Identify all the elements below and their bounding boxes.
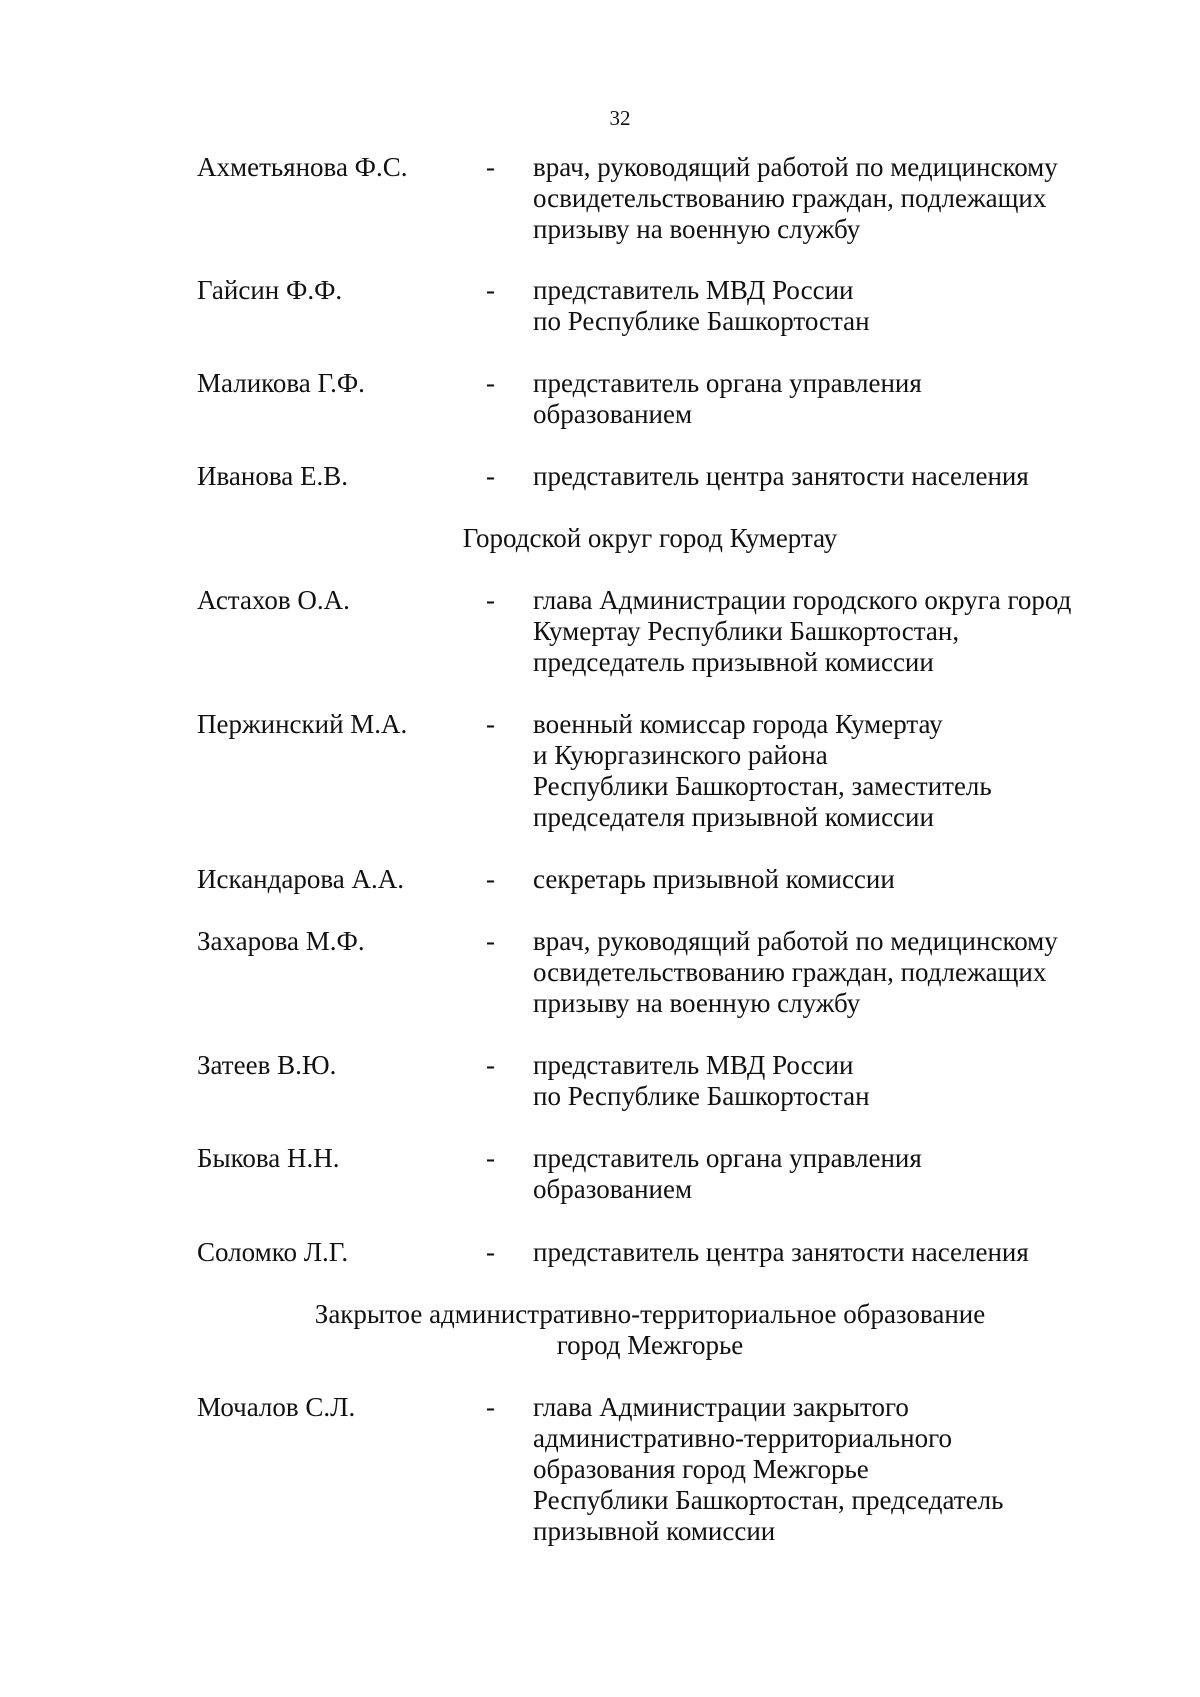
member-role bbox=[533, 461, 1113, 492]
role-line: образованием bbox=[533, 399, 693, 429]
role-line: Республики Башкортостан, заместитель bbox=[533, 771, 992, 801]
role-line: по Республике Башкортостан bbox=[533, 1081, 870, 1111]
role-line: глава Администрации городского округа город bbox=[533, 585, 1072, 615]
role-line: призывной комиссии bbox=[533, 1516, 776, 1546]
role-line: освидетельствованию граждан, подлежащих bbox=[533, 957, 1047, 987]
role-line: призыву на военную службу bbox=[533, 214, 861, 244]
member-name: Мочалов С.Л. bbox=[197, 1392, 356, 1422]
page-number: 32 bbox=[609, 106, 631, 130]
section-heading-line: Закрытое административно-территориальное образование bbox=[314, 1299, 986, 1329]
role-line: представитель органа управления bbox=[533, 368, 922, 398]
role-line: представитель органа управления bbox=[533, 1143, 922, 1173]
role-line: председателя призывной комиссии bbox=[533, 802, 934, 832]
role-line: секретарь призывной комиссии bbox=[533, 864, 895, 894]
member-name: Соломко Л.Г. bbox=[197, 1237, 349, 1267]
member-name: Искандарова А.А. bbox=[197, 864, 404, 894]
section-heading-line: город Межгорье bbox=[556, 1330, 744, 1360]
role-line: врач, руководящий работой по медицинскому bbox=[533, 152, 1058, 182]
member-role bbox=[533, 1050, 1113, 1112]
dash-separator: - bbox=[486, 1392, 495, 1422]
dash-separator: - bbox=[486, 1237, 495, 1267]
member-name: Пержинский М.А. bbox=[197, 709, 408, 739]
dash-separator: - bbox=[486, 864, 495, 894]
member-name: Затеев В.Ю. bbox=[197, 1050, 337, 1080]
member-role bbox=[533, 152, 1113, 245]
dash-separator: - bbox=[486, 152, 495, 182]
role-line: врач, руководящий работой по медицинскому bbox=[533, 926, 1058, 956]
role-line: образования город Межгорье bbox=[533, 1454, 869, 1484]
section-heading-mezhgorye bbox=[0, 1299, 1200, 1361]
member-name: Быкова Н.Н. bbox=[197, 1143, 340, 1173]
dash-separator: - bbox=[486, 926, 495, 956]
role-line: представитель центра занятости населения bbox=[533, 461, 1029, 491]
member-role bbox=[533, 709, 1113, 833]
dash-separator: - bbox=[486, 1050, 495, 1080]
role-line: и Куюргазинского района bbox=[533, 740, 828, 770]
dash-separator: - bbox=[486, 1143, 495, 1173]
role-line: административно-территориального bbox=[533, 1423, 952, 1453]
role-line: глава Администрации закрытого bbox=[533, 1392, 909, 1422]
member-role bbox=[533, 864, 1113, 895]
role-line: призыву на военную службу bbox=[533, 988, 861, 1018]
member-name: Ахметьянова Ф.С. bbox=[197, 152, 408, 182]
section-heading-kumertau bbox=[0, 523, 1200, 554]
dash-separator: - bbox=[486, 709, 495, 739]
member-role bbox=[533, 585, 1113, 678]
role-line: представитель центра занятости населения bbox=[533, 1237, 1029, 1267]
dash-separator: - bbox=[486, 461, 495, 491]
role-line: представитель МВД России bbox=[533, 1050, 854, 1080]
role-line: по Республике Башкортостан bbox=[533, 306, 870, 336]
section-heading-line: Городской округ город Кумертау bbox=[462, 523, 838, 553]
member-role bbox=[533, 368, 1113, 430]
member-role bbox=[533, 1392, 1113, 1547]
dash-separator: - bbox=[486, 368, 495, 398]
member-role bbox=[533, 1143, 1113, 1205]
member-name: Астахов О.А. bbox=[197, 585, 350, 615]
member-role bbox=[533, 1237, 1113, 1268]
role-line: освидетельствованию граждан, подлежащих bbox=[533, 183, 1047, 213]
role-line: образованием bbox=[533, 1174, 693, 1204]
role-line: военный комиссар города Кумертау bbox=[533, 709, 943, 739]
member-name: Иванова Е.В. bbox=[197, 461, 348, 491]
member-name: Гайсин Ф.Ф. bbox=[197, 275, 343, 305]
dash-separator: - bbox=[486, 585, 495, 615]
member-name: Маликова Г.Ф. bbox=[197, 368, 365, 398]
role-line: Кумертау Республики Башкортостан, bbox=[533, 616, 960, 646]
member-name: Захарова М.Ф. bbox=[197, 926, 365, 956]
dash-separator: - bbox=[486, 275, 495, 305]
member-role bbox=[533, 275, 1113, 337]
member-role bbox=[533, 926, 1113, 1019]
role-line: представитель МВД России bbox=[533, 275, 854, 305]
role-line: председатель призывной комиссии bbox=[533, 647, 934, 677]
role-line: Республики Башкортостан, председатель bbox=[533, 1485, 1004, 1515]
